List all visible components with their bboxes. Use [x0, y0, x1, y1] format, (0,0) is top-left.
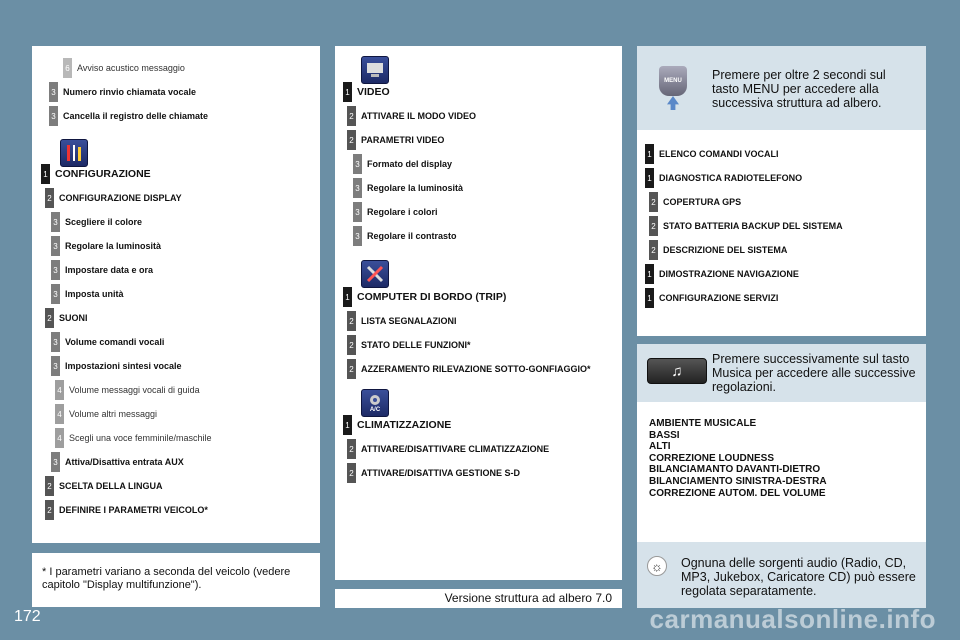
level-badge: 2	[45, 476, 54, 496]
music-setting: BILANCIAMENTO SINISTRA-DESTRA	[649, 475, 827, 487]
level-badge: 3	[51, 356, 60, 376]
tree-item-label: SCELTA DELLA LINGUA	[59, 481, 163, 491]
level-badge: 2	[347, 463, 356, 483]
tree-item	[649, 240, 787, 260]
tree-item	[347, 130, 444, 150]
level-badge: 1	[645, 144, 654, 164]
tree-item-label: ATTIVARE/DISATTIVARE CLIMATIZZAZIONE	[361, 444, 550, 454]
tree-item-label: CLIMATIZZAZIONE	[357, 419, 452, 431]
music-setting: CORREZIONE AUTOM. DEL VOLUME	[649, 487, 826, 499]
tree-item	[45, 500, 208, 520]
level-badge: 3	[51, 452, 60, 472]
level-badge: 3	[353, 202, 362, 222]
tree-item-label: ATTIVARE/DISATTIVA GESTIONE S-D	[361, 468, 521, 478]
tree-item	[51, 212, 142, 232]
tree-item-label: Regolare la luminosità	[367, 183, 464, 193]
tree-item-label: COMPUTER DI BORDO (TRIP)	[357, 291, 507, 303]
tree-item	[343, 82, 390, 102]
tree-item	[45, 308, 88, 328]
tree-item-label: Volume altri messaggi	[69, 409, 158, 419]
tree-item-label: STATO BATTERIA BACKUP DEL SISTEMA	[663, 221, 843, 231]
level-badge: 1	[645, 264, 654, 284]
version-text: Versione struttura ad albero 7.0	[444, 591, 612, 605]
music-setting: CORREZIONE LOUDNESS	[649, 452, 775, 464]
tree-item	[51, 284, 124, 304]
tree-item	[353, 154, 452, 174]
tree-item	[645, 288, 778, 308]
level-badge: 3	[51, 260, 60, 280]
tree-item-label: Regolare il contrasto	[367, 231, 457, 241]
tree-item-label: DEFINIRE I PARAMETRI VEICOLO*	[59, 505, 208, 515]
tree-item	[49, 106, 208, 126]
level-badge: 2	[347, 106, 356, 126]
music-setting: BILANCIAMANTO DAVANTI-DIETRO	[649, 464, 821, 476]
level-badge: 1	[343, 287, 352, 307]
tree-item	[51, 260, 153, 280]
tree-item-label: Attiva/Disattiva entrata AUX	[65, 457, 184, 467]
tree-item-label: Volume comandi vocali	[65, 337, 165, 347]
tree-item-label: SUONI	[59, 313, 88, 323]
level-badge: 2	[347, 311, 356, 331]
tree-item	[51, 452, 184, 472]
menu-panel	[637, 46, 926, 336]
footnote-text: * I parametri variano a seconda del veicolo (vedere capitolo "Display multifunzione").	[42, 566, 291, 591]
tree-item	[347, 463, 520, 483]
tree-item	[343, 287, 506, 307]
tree-item-label: ATTIVARE IL MODO VIDEO	[361, 111, 477, 121]
tree-item	[63, 58, 185, 78]
level-badge: 3	[353, 178, 362, 198]
level-badge: 4	[55, 404, 64, 424]
tree-item	[51, 332, 164, 352]
tree-item	[649, 192, 741, 212]
music-instruction-box	[637, 344, 926, 402]
menu-instruction-text: Premere per oltre 2 secondi sul tasto MENU per accedere alla successiva struttura ad albero.	[712, 68, 886, 110]
level-badge: 4	[55, 428, 64, 448]
tree-item-label: Imposta unità	[65, 289, 124, 299]
tree-item-label: Volume messaggi vocali di guida	[69, 385, 200, 395]
level-badge: 4	[55, 380, 64, 400]
tree-item-label: AZZERAMENTO RILEVAZIONE SOTTO-GONFIAGGIO*	[361, 364, 591, 374]
footnote-panel	[32, 553, 320, 607]
tree-item-label: CONFIGURAZIONE DISPLAY	[59, 193, 182, 203]
level-badge: 2	[649, 240, 658, 260]
music-instruction-text: Premere successivamente sul tasto Musica per accedere alle successive regolazioni.	[712, 352, 916, 394]
level-badge: 3	[51, 284, 60, 304]
tip-box	[637, 542, 926, 608]
level-badge: 3	[49, 106, 58, 126]
tree-item	[51, 236, 161, 256]
tree-item	[49, 82, 196, 102]
config-panel	[32, 46, 320, 543]
level-badge: 2	[45, 308, 54, 328]
menu-instruction-box	[637, 46, 926, 130]
level-badge: 3	[49, 82, 58, 102]
music-panel	[637, 344, 926, 608]
music-setting: BASSI	[649, 429, 680, 441]
video-trip-clim-panel	[335, 46, 622, 580]
tree-item-label: Regolare la luminosità	[65, 241, 162, 251]
level-badge: 3	[51, 236, 60, 256]
ac-label: A/C	[369, 407, 381, 413]
music-setting: ALTI	[649, 441, 671, 453]
level-badge: 1	[645, 288, 654, 308]
tree-item	[353, 226, 457, 246]
tree-item	[55, 380, 200, 400]
level-badge: 2	[347, 439, 356, 459]
music-settings-list	[649, 418, 827, 499]
level-badge: 2	[649, 216, 658, 236]
music-setting: AMBIENTE MUSICALE	[649, 418, 757, 429]
level-badge: 3	[353, 154, 362, 174]
level-badge: 1	[343, 415, 352, 435]
tree-item	[353, 178, 463, 198]
level-badge: 1	[41, 164, 50, 184]
tree-item	[347, 359, 591, 379]
tree-item-label: DESCRIZIONE DEL SISTEMA	[663, 245, 788, 255]
tree-item-label: Scegli una voce femminile/maschile	[69, 433, 212, 443]
level-badge: 3	[51, 212, 60, 232]
tools-icon	[60, 139, 88, 167]
tree-item-label: Impostazioni sintesi vocale	[65, 361, 182, 371]
level-badge: 2	[45, 500, 54, 520]
tree-item	[55, 428, 212, 448]
tree-item-label: COPERTURA GPS	[663, 197, 742, 207]
tree-item	[353, 202, 438, 222]
tree-item-label: LISTA SEGNALAZIONI	[361, 316, 457, 326]
tree-item-label: Cancella il registro delle chiamate	[63, 111, 209, 121]
wrench-screwdriver-icon	[361, 260, 389, 288]
level-badge: 2	[347, 359, 356, 379]
level-badge: 6	[63, 58, 72, 78]
level-badge: 2	[45, 188, 54, 208]
tree-item-label: ELENCO COMANDI VOCALI	[659, 149, 779, 159]
version-panel	[335, 589, 622, 608]
tree-item-label: VIDEO	[357, 86, 390, 98]
level-badge: 2	[649, 192, 658, 212]
fan-ac-icon	[361, 389, 389, 417]
tree-item	[45, 476, 163, 496]
tree-item-label: DIMOSTRAZIONE NAVIGAZIONE	[659, 269, 799, 279]
tree-item-label: Avviso acustico messaggio	[77, 63, 185, 73]
tip-text: Ognuna delle sorgenti audio (Radio, CD, MP3, Jukebox, Caricatore CD) può essere regolata separatamente.	[681, 556, 916, 598]
menu-button-icon	[659, 66, 687, 110]
tree-item	[41, 164, 151, 184]
level-badge: 2	[347, 335, 356, 355]
tree-item	[645, 264, 799, 284]
tree-item	[347, 106, 476, 126]
tree-item-label: PARAMETRI VIDEO	[361, 135, 445, 145]
tree-item-label: Scegliere il colore	[65, 217, 143, 227]
tree-item-label: Regolare i colori	[367, 207, 438, 217]
level-badge: 3	[51, 332, 60, 352]
tree-item	[343, 415, 451, 435]
video-icon	[361, 56, 389, 84]
tree-item	[45, 188, 182, 208]
tree-item-label: CONFIGURAZIONE SERVIZI	[659, 293, 779, 303]
tree-item-label: DIAGNOSTICA RADIOTELEFONO	[659, 173, 803, 183]
music-button-icon: ♫	[647, 358, 707, 384]
tree-item	[347, 439, 549, 459]
tree-item-label: CONFIGURAZIONE	[55, 168, 151, 180]
tree-item-label: Numero rinvio chiamata vocale	[63, 87, 197, 97]
page-number: 172	[14, 608, 41, 625]
tree-item	[55, 404, 157, 424]
tree-item	[645, 168, 802, 188]
tree-item-label: Impostare data e ora	[65, 265, 154, 275]
watermark: carmanualsonline.info	[649, 604, 936, 634]
tree-item	[347, 311, 457, 331]
sun-icon: ☼	[647, 556, 667, 576]
menu-button-label: MENU	[664, 78, 682, 84]
tree-item-label: Formato del display	[367, 159, 453, 169]
level-badge: 3	[353, 226, 362, 246]
tree-item	[645, 144, 779, 164]
tree-item	[347, 335, 471, 355]
level-badge: 2	[347, 130, 356, 150]
tree-item-label: STATO DELLE FUNZIONI*	[361, 340, 471, 350]
tree-item	[649, 216, 843, 236]
level-badge: 1	[645, 168, 654, 188]
level-badge: 1	[343, 82, 352, 102]
tree-item	[51, 356, 182, 376]
